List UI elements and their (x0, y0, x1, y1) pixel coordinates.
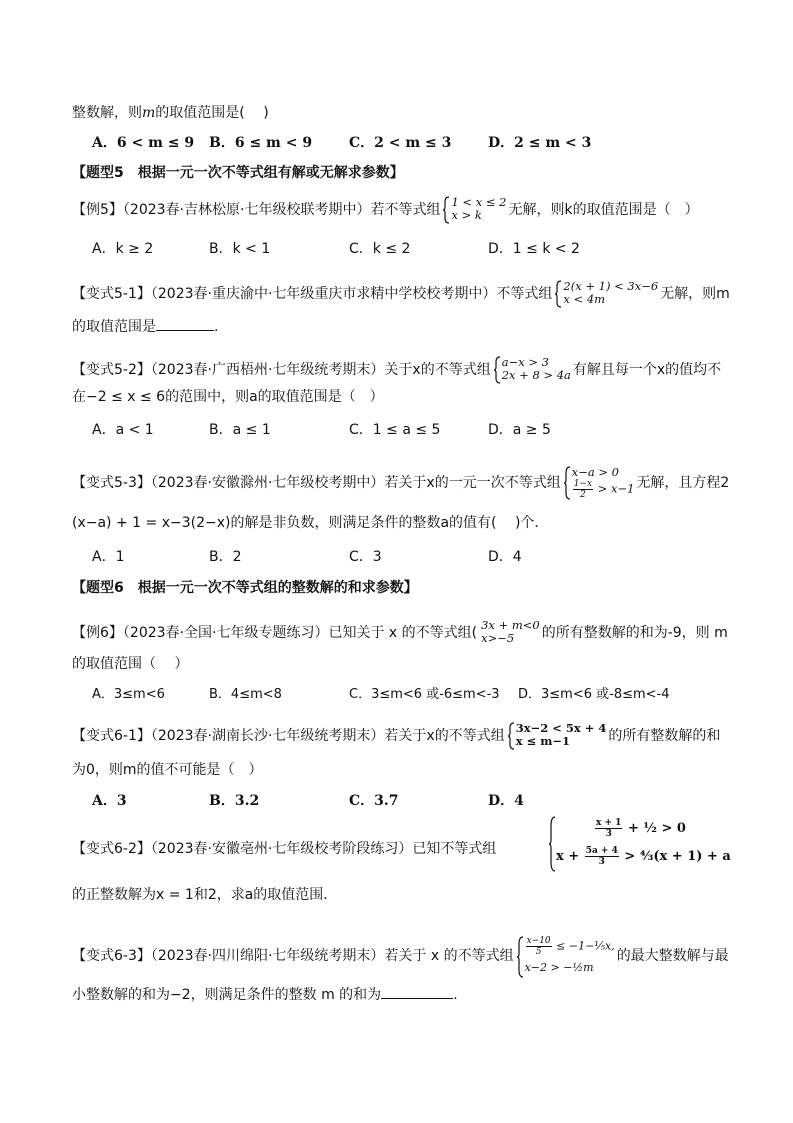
fraction: $\frac{x + 1}{3}$ (596, 818, 622, 839)
option-b[interactable]: B．6 ≤ m < 9 (209, 135, 313, 151)
variant-6-2-line2: 的正整数解为x = 1和2，求a的取值范围． (72, 887, 338, 903)
option-c[interactable]: C．2 < m ≤ 3 (349, 135, 452, 151)
inequality-system: a−x > 3 2x + 8 > 4a (493, 356, 571, 384)
section-header-type6: 【题型6 根据一元一次不等式组的整数解的和求参数】 (72, 580, 418, 596)
system-row-2: x + $\frac{5a + 4}{3}$ > ⁴⁄₃(x + 1) + a (556, 846, 731, 867)
variant-6-1-line2: 为0，则m的值不可能是（ ） (72, 762, 263, 778)
inequality-system: 2(x + 1) < 3x−6 x < 4m (554, 280, 658, 308)
prev-question-tail: 整数解，则m的取值范围是( ) (72, 105, 269, 121)
inequality-system: 3x + m<0 x>−5 (481, 618, 540, 645)
option-c[interactable]: C．3≤m<6 或-6≤m<-3 (349, 687, 500, 702)
variant-5-2-line2: 在−2 ≤ x ≤ 6的范围中，则a的取值范围是（ ） (72, 389, 384, 405)
option-a[interactable]: A．6 < m ≤ 9 (92, 135, 195, 151)
option-d[interactable]: D．3≤m<6 或-8≤m<-4 (518, 687, 670, 702)
option-b[interactable]: B．k < 1 (209, 241, 271, 257)
inequality-system: 3x−2 < 5x + 4 x ≤ m−1 (507, 722, 607, 750)
option-c[interactable]: C．k ≤ 2 (349, 241, 411, 257)
answer-blank[interactable] (156, 316, 214, 331)
system-row-1: $\frac{x + 1}{3}$ + ½ > 0 (596, 818, 686, 839)
option-d[interactable]: D．a ≥ 5 (488, 422, 551, 438)
variant-5-3-line2: (x−a) + 1 = x−3(2−x)的解是非负数，则满足条件的整数a的值有( )个． (72, 515, 549, 531)
section-header-type5: 【题型5 根据一元一次不等式组有解或无解求参数】 (72, 165, 404, 181)
fraction: $\frac{1-x}{2}$ (573, 479, 593, 500)
answer-blank[interactable] (381, 984, 453, 999)
example-5: 【例5】（2023春·吉林松原·七年级校联考期中）若不等式组 1 < x ≤ 2 x > k 无解，则k的取值范围是（ ） (72, 195, 699, 222)
option-b[interactable]: B．4≤m<8 (209, 687, 282, 702)
option-d[interactable]: D．1 ≤ k < 2 (488, 241, 580, 257)
variant-6-3-line2: 小整数解的和为−2，则满足条件的整数 m 的和为 . (72, 984, 458, 1004)
inequality-system (548, 816, 748, 876)
left-brace-icon (563, 466, 571, 500)
left-brace-icon (554, 280, 562, 308)
variant-6-2: 【变式6-2】（2023春·安徽亳州·七年级校考阶段练习）已知不等式组 (72, 841, 497, 857)
option-c[interactable]: C．1 ≤ a ≤ 5 (349, 422, 441, 438)
inequality-system: $\frac{x-10}{5}$ ≤ −1−⅕x, x−2 > −½m (516, 936, 615, 976)
variant-5-3: 【变式5-3】（2023春·安徽滁州·七年级校考期中）若关于x的一元一次不等式组 x−a > 0 $\frac{1-x}{2}$ > x−1 无解，且方程2 (72, 465, 730, 500)
left-brace-icon (493, 356, 501, 384)
option-d[interactable]: D．2 ≤ m < 3 (488, 135, 592, 151)
example-6: 【例6】（2023春·全国·七年级专题练习）已知关于 x 的不等式组( 3x + m<0 x>−5 的所有整数解的和为-9，则 m (72, 618, 728, 645)
option-c[interactable]: C．3.7 (349, 793, 399, 809)
variant-5-1: 【变式5-1】（2023春·重庆渝中·七年级重庆市求精中学校校考期中）不等式组 2(x + 1) < 3x−6 x < 4m 无解，则m (72, 279, 730, 306)
option-a[interactable]: A．3 (92, 793, 127, 809)
option-b[interactable]: B．a ≤ 1 (209, 422, 271, 438)
inequality-system: x−a > 0 $\frac{1-x}{2}$ > x−1 (563, 466, 635, 500)
left-brace-icon (507, 722, 515, 750)
option-b[interactable]: B．3.2 (209, 793, 260, 809)
option-a[interactable]: A．3≤m<6 (92, 687, 165, 702)
option-d[interactable]: D．4 (488, 549, 522, 565)
option-c[interactable]: C．3 (349, 549, 382, 565)
example-6-line2: 的取值范围（ ） (72, 656, 189, 672)
variant-6-1: 【变式6-1】（2023春·湖南长沙·七年级统考期末）若关于x的不等式组 3x−2 < 5x + 4 x ≤ m−1 的所有整数解的和 (72, 721, 721, 748)
variant-6-3: 【变式6-3】（2023春·四川绵阳·七年级统考期末）若关于 x 的不等式组 $\frac{x-10}{5}$ ≤ −1−⅕x, x−2 > −½m 的最大整数解与最 (72, 936, 729, 976)
fraction: $\frac{5a + 4}{3}$ (585, 846, 618, 867)
variant-5-1-line2: 的取值范围是 . (72, 316, 218, 336)
option-d[interactable]: D．4 (488, 793, 524, 809)
inequality-system: 1 < x ≤ 2 x > k (442, 196, 506, 224)
left-brace-icon (442, 196, 450, 224)
left-brace-icon (548, 816, 556, 872)
option-a[interactable]: A．1 (92, 549, 125, 565)
variant-5-2: 【变式5-2】（2023春·广西梧州·七年级统考期末）关于x的不等式组 a−x > 3 2x + 8 > 4a 有解且每一个x的值均不 (72, 355, 722, 382)
option-a[interactable]: A．k ≥ 2 (92, 241, 154, 257)
option-a[interactable]: A．a < 1 (92, 422, 154, 438)
left-brace-icon (516, 936, 524, 978)
fraction: $\frac{x-10}{5}$ (526, 936, 551, 957)
option-b[interactable]: B．2 (209, 549, 242, 565)
